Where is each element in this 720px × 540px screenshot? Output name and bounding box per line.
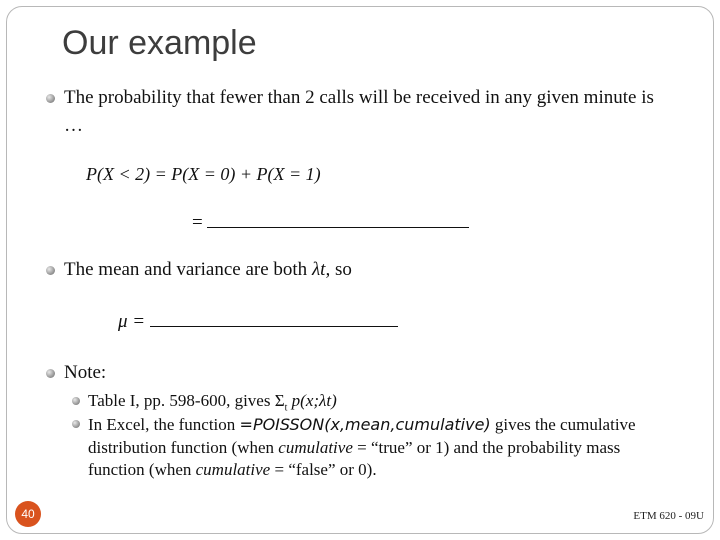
sub-bullet-icon [72, 420, 80, 428]
sub2-text-after: gives the cumulative [490, 415, 636, 434]
lambda-t: λt, [311, 259, 331, 280]
blank-answer-1 [207, 213, 469, 228]
sub-bullet-2-line1 [88, 414, 636, 436]
sub2-line3-a: function (when [88, 460, 196, 479]
excel-function: =POISSON(x,mean,cumulative) [239, 415, 491, 434]
note-label: Note: [64, 362, 107, 383]
sub2-text-before: In Excel, the function [88, 415, 240, 434]
blank-answer-2 [150, 312, 398, 327]
sub1-text: Table I, pp. 598-600, gives Σ [88, 391, 285, 410]
sub1-func: p(x;λt) [287, 391, 337, 410]
bullet-icon [46, 369, 55, 378]
mu-equals: μ = [118, 311, 146, 332]
equals-sign: = [192, 212, 203, 233]
slide-title: Our example [62, 24, 257, 62]
answer-line-1 [192, 211, 469, 235]
sub2-line2-a: distribution function (when [88, 438, 279, 457]
bullet1-text-line2: … [64, 115, 83, 136]
sub-bullet-2-line2 [88, 437, 620, 459]
sub2-line3-b: = “false” or 0). [270, 460, 377, 479]
sub2-line3-italic: cumulative [195, 460, 271, 479]
answer-line-2 [118, 310, 398, 334]
bullet-icon [46, 94, 55, 103]
sub2-line2-italic: cumulative [278, 438, 353, 457]
sub1-subscript: t [284, 402, 288, 414]
sub-bullet-icon [72, 397, 80, 405]
bullet-icon [46, 266, 55, 275]
bullet2-text-after: so [330, 259, 352, 280]
probability-equation: P(X < 2) = P(X = 0) + P(X = 1) [86, 164, 321, 184]
bullet1-text-line1: The probability that fewer than 2 calls will be received in any given minute is [64, 87, 654, 108]
bullet2-text-main: The mean and variance are both [64, 259, 312, 280]
bullet2-text [64, 258, 352, 282]
sub2-line2-b: = “true” or 1) and the probability mass [352, 438, 621, 457]
slide-number-badge: 40 [15, 501, 41, 527]
sub-bullet-2-line3 [88, 459, 377, 481]
footer-text: ETM 620 - 09U [633, 510, 704, 522]
